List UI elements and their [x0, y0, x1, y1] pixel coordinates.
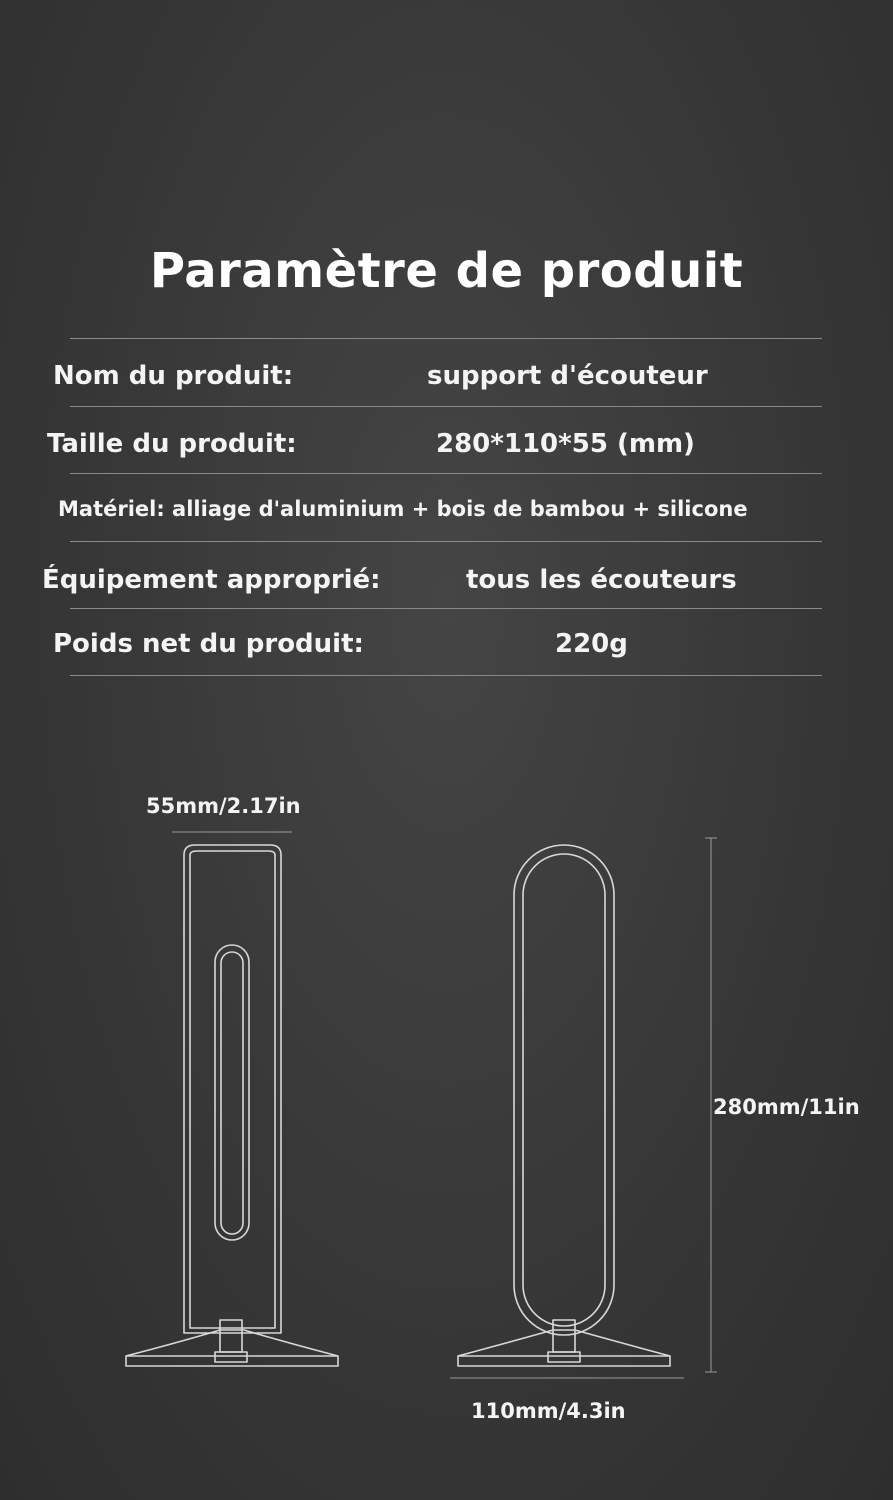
side-view-drawing	[126, 832, 338, 1366]
spec-label-weight: Poids net du produit:	[53, 629, 364, 659]
spec-label-equipment: Équipement approprié:	[42, 565, 381, 595]
spec-label-name: Nom du produit:	[53, 361, 294, 391]
spec-value-size: 280*110*55 (mm)	[436, 429, 695, 459]
dimension-width-label: 110mm/4.3in	[471, 1399, 626, 1423]
spec-value-weight: 220g	[555, 629, 628, 659]
spec-value-name: support d'écouteur	[427, 361, 708, 391]
spec-material: Matériel: alliage d'aluminium + bois de bambou + silicone	[58, 497, 748, 521]
spec-label-size: Taille du produit:	[47, 429, 297, 459]
dimension-depth-label: 55mm/2.17in	[146, 794, 301, 818]
dimension-height-label: 280mm/11in	[713, 1095, 860, 1119]
spec-value-equipment: tous les écouteurs	[466, 565, 737, 595]
front-view-drawing	[458, 845, 670, 1366]
page-title: Paramètre de produit	[149, 243, 744, 299]
